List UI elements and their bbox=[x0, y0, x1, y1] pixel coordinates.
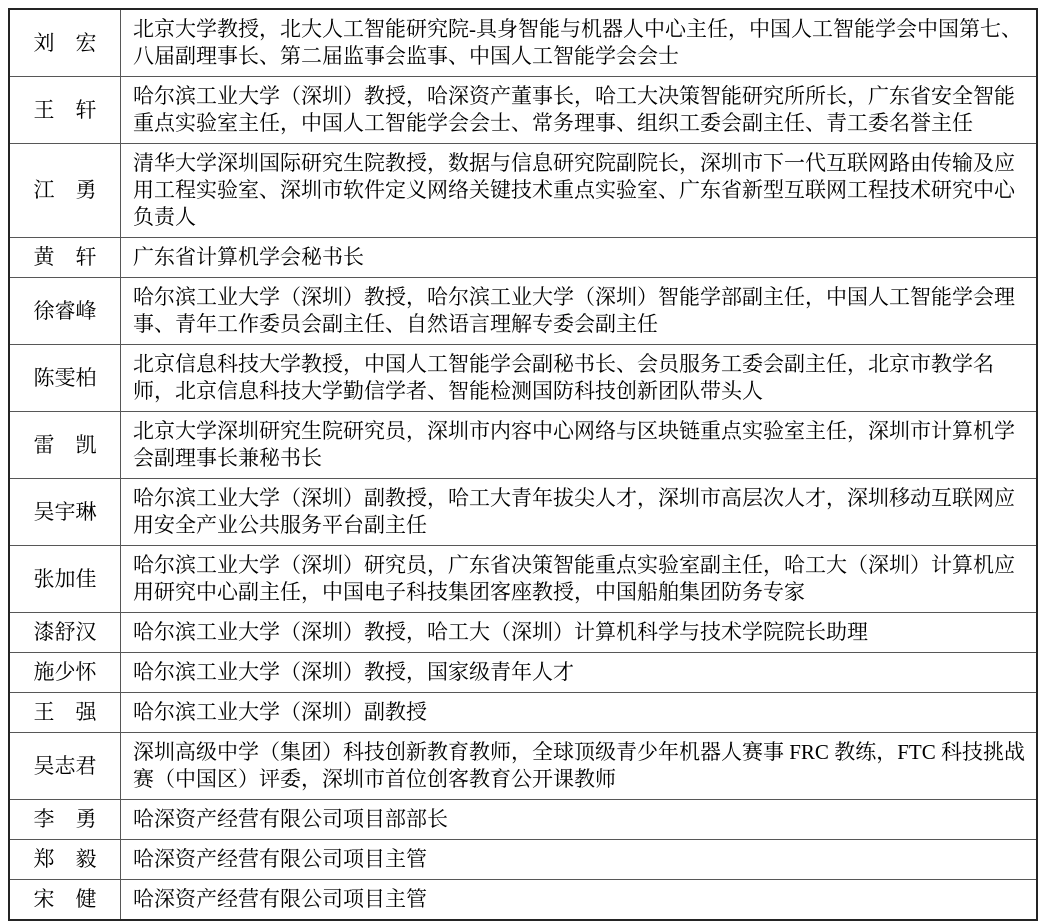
table-row bbox=[9, 653, 1037, 693]
members-table bbox=[8, 8, 1038, 921]
member-description: 哈尔滨工业大学（深圳）研究员，广东省决策智能重点实验室副主任，哈工大（深圳）计算机应用研究中心副主任，中国电子科技集团客座教授，中国船舶集团防务专家 bbox=[121, 546, 1038, 613]
table-row bbox=[9, 479, 1037, 546]
table-row bbox=[9, 733, 1037, 800]
table-row bbox=[9, 77, 1037, 144]
member-name: 雷 凯 bbox=[9, 412, 121, 479]
member-description: 哈尔滨工业大学（深圳）教授，哈深资产董事长，哈工大决策智能研究所所长，广东省安全智能重点实验室主任，中国人工智能学会会士、常务理事、组织工委会副主任、青工委名誉主任 bbox=[121, 77, 1038, 144]
table-row bbox=[9, 546, 1037, 613]
table-row bbox=[9, 840, 1037, 880]
member-description: 哈尔滨工业大学（深圳）副教授，哈工大青年拔尖人才，深圳市高层次人才，深圳移动互联网应用安全产业公共服务平台副主任 bbox=[121, 479, 1038, 546]
table-row bbox=[9, 144, 1037, 238]
member-name: 漆舒汉 bbox=[9, 613, 121, 653]
member-name: 郑 毅 bbox=[9, 840, 121, 880]
member-name: 吴宇琳 bbox=[9, 479, 121, 546]
table-row bbox=[9, 613, 1037, 653]
member-name: 王 强 bbox=[9, 693, 121, 733]
member-name: 刘 宏 bbox=[9, 9, 121, 77]
member-description: 哈深资产经营有限公司项目部部长 bbox=[121, 800, 1038, 840]
member-description: 北京信息科技大学教授，中国人工智能学会副秘书长、会员服务工委会副主任，北京市教学名师，北京信息科技大学勤信学者、智能检测国防科技创新团队带头人 bbox=[121, 345, 1038, 412]
table-row bbox=[9, 278, 1037, 345]
member-name: 宋 健 bbox=[9, 880, 121, 921]
member-name: 张加佳 bbox=[9, 546, 121, 613]
table-row bbox=[9, 880, 1037, 921]
member-description: 广东省计算机学会秘书长 bbox=[121, 238, 1038, 278]
member-description: 哈尔滨工业大学（深圳）副教授 bbox=[121, 693, 1038, 733]
member-description: 哈尔滨工业大学（深圳）教授，国家级青年人才 bbox=[121, 653, 1038, 693]
member-description: 清华大学深圳国际研究生院教授，数据与信息研究院副院长，深圳市下一代互联网路由传输及应用工程实验室、深圳市软件定义网络关键技术重点实验室、广东省新型互联网工程技术研究中心负责人 bbox=[121, 144, 1038, 238]
member-name: 徐睿峰 bbox=[9, 278, 121, 345]
member-description: 哈尔滨工业大学（深圳）教授，哈工大（深圳）计算机科学与技术学院院长助理 bbox=[121, 613, 1038, 653]
member-name: 施少怀 bbox=[9, 653, 121, 693]
table-row bbox=[9, 412, 1037, 479]
member-description: 北京大学教授，北大人工智能研究院-具身智能与机器人中心主任，中国人工智能学会中国第七、八届副理事长、第二届监事会监事、中国人工智能学会会士 bbox=[121, 9, 1038, 77]
table-row bbox=[9, 345, 1037, 412]
members-table-body bbox=[9, 9, 1037, 920]
table-row bbox=[9, 800, 1037, 840]
member-description: 深圳高级中学（集团）科技创新教育教师，全球顶级青少年机器人赛事 FRC 教练，FTC 科技挑战赛（中国区）评委，深圳市首位创客教育公开课教师 bbox=[121, 733, 1038, 800]
member-name: 李 勇 bbox=[9, 800, 121, 840]
table-row bbox=[9, 9, 1037, 77]
member-name: 王 轩 bbox=[9, 77, 121, 144]
table-row bbox=[9, 238, 1037, 278]
member-description: 哈尔滨工业大学（深圳）教授，哈尔滨工业大学（深圳）智能学部副主任，中国人工智能学会理事、青年工作委员会副主任、自然语言理解专委会副主任 bbox=[121, 278, 1038, 345]
member-description: 哈深资产经营有限公司项目主管 bbox=[121, 880, 1038, 921]
member-description: 北京大学深圳研究生院研究员，深圳市内容中心网络与区块链重点实验室主任，深圳市计算机学会副理事长兼秘书长 bbox=[121, 412, 1038, 479]
member-name: 黄 轩 bbox=[9, 238, 121, 278]
member-name: 陈雯柏 bbox=[9, 345, 121, 412]
table-row bbox=[9, 693, 1037, 733]
member-name: 江 勇 bbox=[9, 144, 121, 238]
member-description: 哈深资产经营有限公司项目主管 bbox=[121, 840, 1038, 880]
member-name: 吴志君 bbox=[9, 733, 121, 800]
